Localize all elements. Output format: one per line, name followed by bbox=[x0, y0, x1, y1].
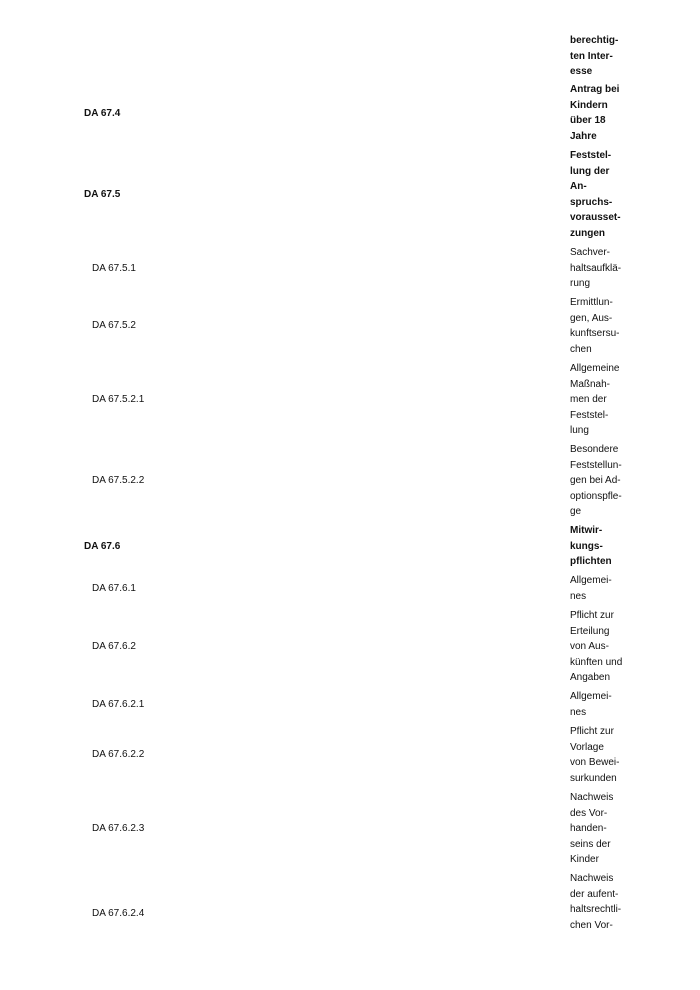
section-code: DA 67.4 bbox=[84, 108, 121, 119]
section-code: DA 67.6.2.4 bbox=[92, 908, 145, 919]
section-title: Mitwir- kungs- pflichten bbox=[570, 525, 612, 568]
section-code: DA 67.5.2.2 bbox=[92, 475, 145, 486]
section-code: DA 67.6.2 bbox=[92, 641, 136, 652]
section-code: DA 67.6.2.1 bbox=[92, 699, 145, 710]
section-title: Antrag bei Kindern über 18 Jahre bbox=[570, 84, 620, 142]
section-code: DA 67.5.2 bbox=[92, 320, 136, 331]
section-title: Nachweis des Vor- handen- seins der Kinder bbox=[570, 792, 614, 866]
section-title: Feststel- lung der An- spruchs- vorausset- zungen bbox=[570, 150, 621, 239]
section-code: DA 67.6.1 bbox=[92, 583, 136, 594]
section-code: DA 67.6 bbox=[84, 541, 121, 552]
section-title: Allgemei- nes bbox=[570, 575, 612, 602]
section-title: Nachweis der aufent- haltsrechtli- chen Vor- bbox=[570, 873, 622, 931]
section-title: Besondere Feststellun- gen bei Ad- optionspfle- ge bbox=[570, 444, 622, 518]
section-title: Sachver- haltsaufklä- rung bbox=[570, 247, 622, 290]
section-title: Allgemei- nes bbox=[570, 691, 612, 718]
section-code: DA 67.6.2.2 bbox=[92, 749, 145, 760]
section-code: DA 67.5.1 bbox=[92, 263, 136, 274]
section-title: Allgemeine Maßnah- men der Feststel- lung bbox=[570, 363, 620, 437]
section-title: berechtig- ten Inter- esse bbox=[570, 35, 619, 78]
section-title: Ermittlun- gen, Aus- kunftsersu- chen bbox=[570, 297, 620, 355]
section-code: DA 67.5.2.1 bbox=[92, 394, 145, 405]
section-title: Pflicht zur Erteilung von Aus- künften und Angaben bbox=[570, 610, 623, 684]
section-title: Pflicht zur Vorlage von Bewei- surkunden bbox=[570, 726, 620, 784]
section-code: DA 67.5 bbox=[84, 189, 121, 200]
section-code: DA 67.6.2.3 bbox=[92, 823, 145, 834]
